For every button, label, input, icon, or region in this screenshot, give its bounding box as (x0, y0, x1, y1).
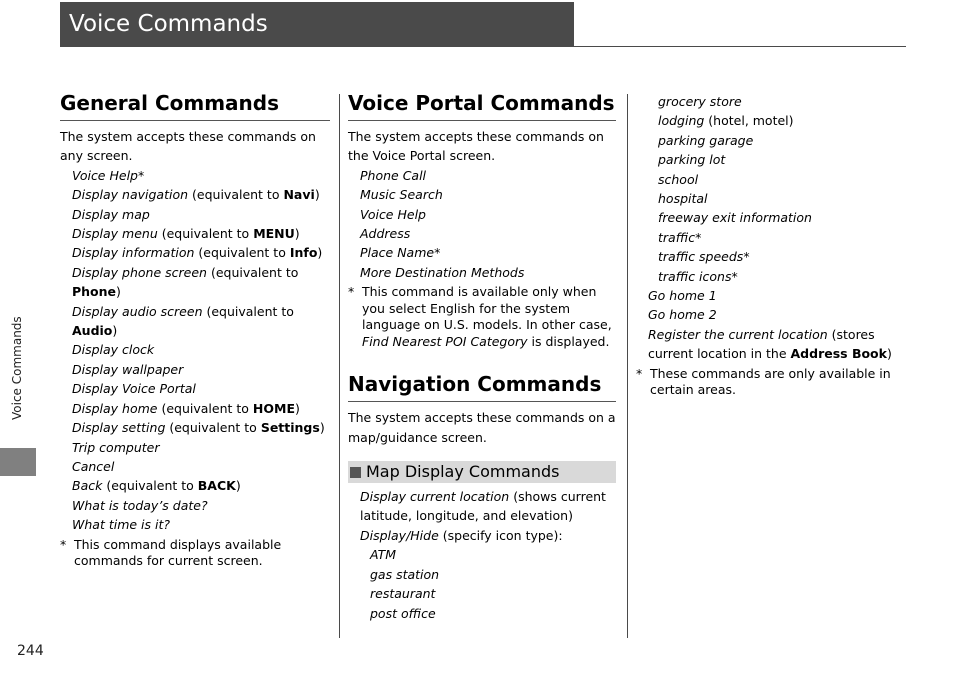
command-name: Display map (72, 206, 150, 222)
command-equivalent-key: MENU (253, 226, 295, 242)
page-number: 244 (17, 643, 44, 659)
icon-type-item: restaurant (370, 586, 436, 602)
icon-type-item (636, 208, 906, 227)
command-equivalent-prefix: (equivalent to (102, 478, 198, 494)
command-item (60, 438, 330, 457)
command-equivalent-suffix: ) (319, 420, 325, 436)
command-item (60, 379, 330, 398)
command-item (60, 360, 330, 379)
icon-type-name: parking lot (658, 152, 726, 168)
icon-type-item (636, 228, 906, 247)
command-name: Display audio screen (72, 303, 203, 319)
command-name: Display phone screen (72, 264, 207, 280)
command-equivalent-prefix: (equivalent to (188, 187, 284, 203)
command-item (60, 418, 330, 437)
command-equivalent-suffix: ) (112, 323, 118, 339)
footnote-text: This command displays available commands for current screen. (74, 536, 282, 569)
icon-type-desc: (hotel, motel) (704, 113, 794, 129)
command-item: Phone Call (360, 167, 427, 183)
navigation-intro: The system accepts these commands on a map/guidance screen. (348, 410, 616, 445)
icon-type-item (636, 150, 906, 169)
footnote-text: This command is available only when you select English for the system language on U.S. models. In other case, Find Nearest POI Category is displayed. (362, 284, 612, 349)
command-equivalent-key: Info (289, 245, 318, 261)
command-item: Address (360, 226, 411, 242)
icon-type-item (636, 131, 906, 150)
command-name: Display setting (72, 420, 166, 436)
command-name: Display menu (72, 226, 158, 242)
icon-type-name: school (658, 171, 699, 187)
page-title: Voice Commands (69, 11, 268, 37)
navigation-commands-heading: Navigation Commands (348, 370, 616, 402)
column-divider-2 (627, 94, 628, 638)
command-equivalent-prefix: (equivalent to (157, 226, 254, 242)
icon-type-list-continued (636, 92, 906, 286)
command-equivalent-suffix: ) (314, 187, 320, 203)
icon-type-item (636, 189, 906, 208)
icon-type-name: traffic icons* (658, 268, 738, 284)
command-equivalent-prefix: (equivalent to (202, 303, 294, 319)
portal-navigation-column (348, 89, 616, 623)
icon-type-list (348, 545, 616, 623)
command-item (60, 263, 330, 302)
command-equivalent-key: BACK (197, 478, 236, 494)
sidebar (0, 0, 36, 678)
square-bullet-icon (350, 467, 361, 478)
icon-type-name: grocery store (658, 94, 742, 109)
icon-type-name: lodging (658, 113, 705, 129)
command-name: Display information (72, 245, 195, 261)
command-equivalent-suffix: ) (295, 400, 300, 416)
icon-type-name: parking garage (658, 132, 754, 148)
command-equivalent-suffix: ) (235, 478, 241, 494)
command-equivalent-prefix: (equivalent to (165, 420, 261, 436)
general-footnote (60, 537, 330, 570)
page-title-banner (60, 2, 574, 46)
nav-command-current-location: Display current location (shows current latitude, longitude, and elevation) (360, 489, 606, 524)
command-item (60, 496, 330, 515)
command-register-location: Register the current location (stores current location in the Address Book) (648, 326, 892, 362)
command-item (60, 515, 330, 534)
footnote-mark: * (348, 284, 355, 300)
command-equivalent-suffix: ) (317, 245, 323, 261)
command-item (60, 457, 330, 476)
icon-type-item: post office (370, 605, 436, 621)
portal-footnote (348, 284, 616, 350)
command-go-home-2: Go home 2 (648, 307, 717, 323)
command-name: What is today’s date? (72, 497, 208, 513)
footnote-text: These commands are only available in certain areas. (650, 365, 891, 398)
command-equivalent-key: HOME (252, 400, 295, 416)
icon-type-name: traffic speeds* (658, 249, 750, 265)
icon-type-item (636, 92, 906, 111)
column-divider-1 (339, 94, 340, 638)
command-item (60, 185, 330, 204)
command-name: Trip computer (72, 439, 160, 455)
command-name: Voice Help* (72, 167, 145, 183)
command-name: Display clock (72, 342, 155, 358)
command-go-home-1: Go home 1 (648, 288, 717, 304)
title-rule (60, 46, 906, 47)
sidebar-section-tab (0, 448, 36, 476)
command-equivalent-prefix: (equivalent to (157, 400, 253, 416)
command-item (60, 166, 330, 185)
col3-footnote (636, 366, 906, 399)
nav-command-display-hide: Display/Hide (specify icon type): (360, 527, 563, 543)
command-item (60, 476, 330, 495)
command-equivalent-key: Phone (72, 284, 117, 300)
command-item: Voice Help (360, 206, 426, 222)
icon-type-item (636, 247, 906, 266)
command-equivalent-suffix: ) (116, 284, 121, 300)
command-equivalent-key: Settings (260, 420, 320, 436)
command-item (60, 243, 330, 262)
command-item: More Destination Methods (360, 264, 525, 280)
command-item (60, 399, 330, 418)
icon-type-item (636, 170, 906, 189)
portal-intro: The system accepts these commands on the Voice Portal screen. (348, 129, 604, 164)
icon-type-name: traffic* (658, 229, 702, 245)
command-equivalent-key: Audio (72, 323, 113, 339)
icon-type-item: ATM (370, 547, 397, 563)
icon-type-name: freeway exit information (658, 210, 812, 226)
footnote-mark: * (60, 536, 67, 552)
icon-types-column (636, 92, 906, 399)
footnote-mark: * (636, 365, 643, 381)
map-display-subheading: Map Display Commands (348, 461, 616, 483)
command-name: Display wallpaper (72, 361, 184, 377)
portal-command-list (348, 166, 616, 282)
command-equivalent-prefix: (equivalent to (194, 245, 290, 261)
general-intro: The system accepts these commands on any screen. (60, 129, 316, 164)
icon-type-item: gas station (370, 566, 440, 582)
command-name: Back (72, 478, 103, 494)
command-item: Music Search (360, 187, 443, 203)
command-name: What time is it? (72, 517, 170, 533)
icon-type-name: hospital (658, 191, 708, 207)
general-commands-heading: General Commands (60, 89, 330, 121)
command-item (60, 224, 330, 243)
command-equivalent-key: Navi (283, 187, 315, 203)
voice-portal-heading: Voice Portal Commands (348, 89, 616, 121)
command-name: Display home (72, 400, 158, 416)
command-item: Place Name* (360, 245, 441, 261)
general-commands-column (60, 89, 330, 570)
command-item (60, 302, 330, 341)
command-name: Cancel (72, 458, 115, 474)
sidebar-section-label: Voice Commands (10, 316, 24, 420)
icon-type-item (636, 111, 906, 130)
command-equivalent-prefix: (equivalent to (206, 264, 299, 280)
icon-type-item (636, 267, 906, 286)
command-item (60, 205, 330, 224)
general-command-list (60, 166, 330, 535)
command-equivalent-suffix: ) (294, 226, 300, 242)
command-name: Display navigation (72, 187, 189, 203)
command-name: Display Voice Portal (72, 381, 196, 397)
command-item (60, 340, 330, 359)
